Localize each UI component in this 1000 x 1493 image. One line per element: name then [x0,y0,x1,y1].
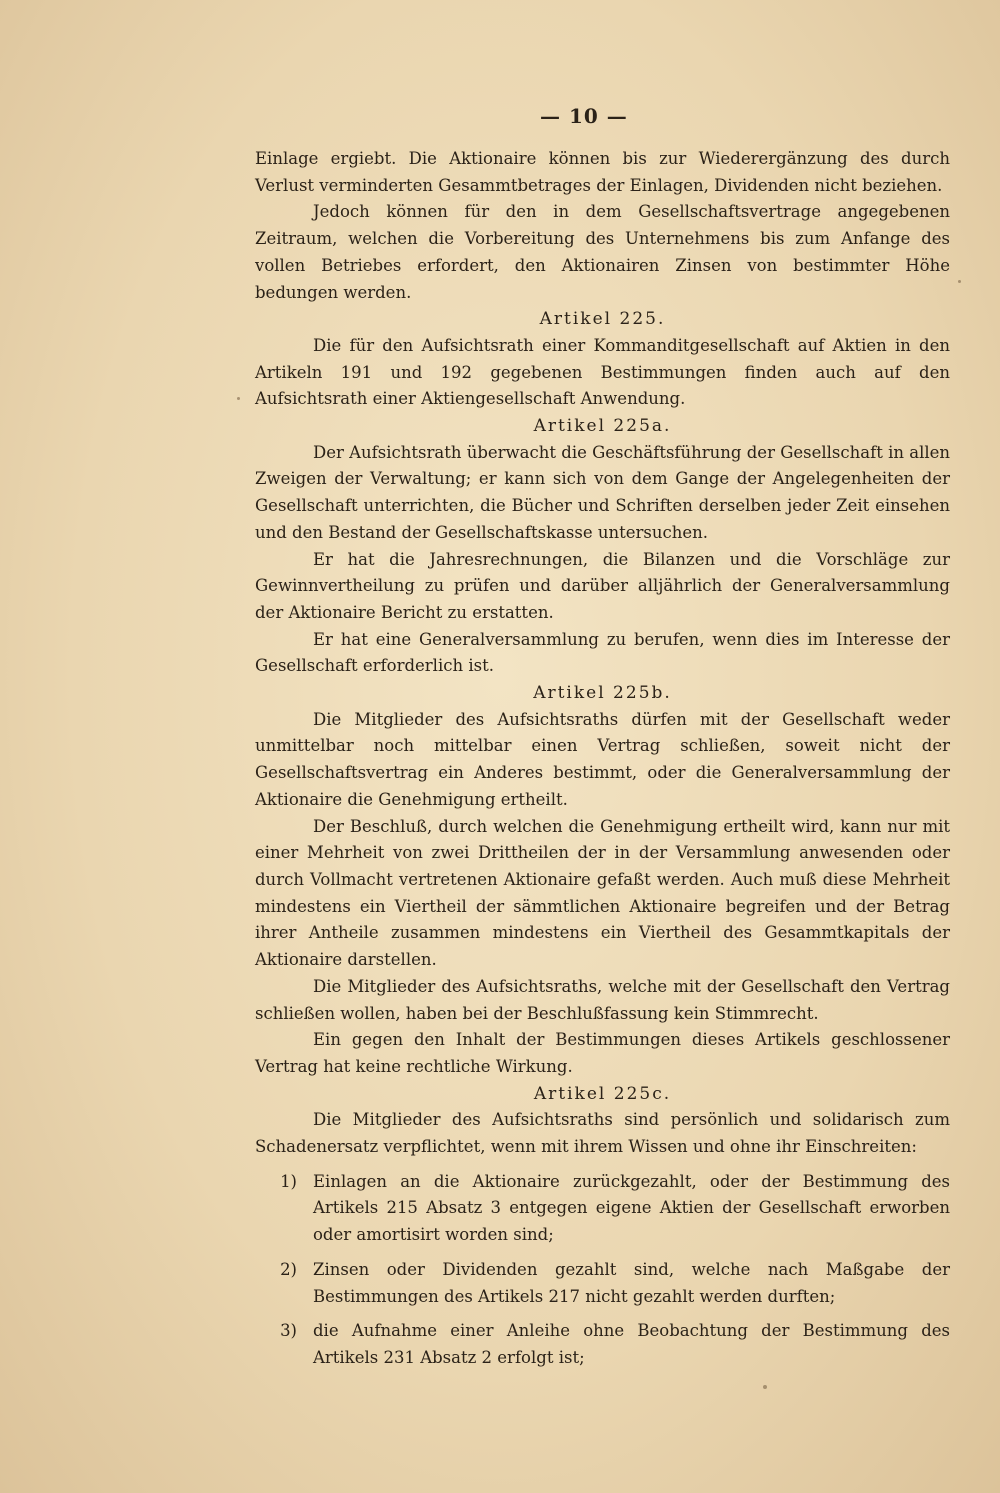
article-225b-heading: Artikel 225b. [533,683,672,704]
paper-speck [237,397,240,400]
article-225a-paragraph-1: Der Aufsichtsrath überwacht die Geschäftsführung der Gesellschaft in allen Zweigen der Verwaltung; er kann sich von dem Gange der Angelegenheiten der Gesellschaft unterrichten, die Bücher und Schriften derselben jeder Zeit einsehen und den Bestand der Gesellschaftskasse untersuchen. [255,442,951,542]
article-225c-heading: Artikel 225c. [533,1083,672,1104]
paper-speck [958,280,961,283]
article-225c-list [255,1169,950,1372]
article-225-heading: Artikel 225. [539,309,666,330]
list-item [255,1318,950,1371]
list-item [255,1169,950,1249]
page-number: — 10 — [540,104,628,128]
article-225b-paragraph-2: Der Beschluß, durch welchen die Genehmigung ertheilt wird, kann nur mit einer Mehrheit von zwei Drittheilen der in der Versammlung anwesenden oder durch Vollmacht vertretenen Aktionaire gefaßt werden. Auch muß diese Mehrheit mindestens ein Viertheil der sämmtlichen Aktionaire begreifen und der Betrag ihrer Antheile zusammen mindestens ein Viertheil des Gesammtkapitals der Aktionaire darstellen. [255,816,950,970]
article-225b-paragraph-3: Die Mitglieder des Aufsichtsraths, welche mit der Gesellschaft den Vertrag schließen wollen, haben bei der Beschlußfassung kein Stimmrecht. [255,976,950,1023]
list-item-number: 2) [280,1259,297,1279]
article-225a-paragraph-2: Er hat die Jahresrechnungen, die Bilanzen und die Vorschläge zur Gewinnvertheilung zu prüfen und darüber alljährlich der Generalversammlung der Aktionaire Bericht zu erstatten. [255,549,950,622]
list-item-text: die Aufnahme einer Anleihe ohne Beobachtung der Bestimmung des Artikels 231 Absatz 2 erfolgt ist; [313,1321,950,1367]
list-item-text: Zinsen oder Dividenden gezahlt sind, welche nach Maßgabe der Bestimmungen des Artikels 217 nicht gezahlt werden durften; [313,1259,950,1306]
page-body [255,146,950,1380]
article-225a-heading: Artikel 225a. [533,416,672,437]
paper-speck [763,1385,767,1389]
list-item-number: 3) [280,1321,297,1341]
article-225-paragraph-1: Die für den Aufsichtsrath einer Kommanditgesellschaft auf Aktien in den Artikeln 191 und 192 gegebenen Bestimmungen finden auch auf den Aufsichtsrath einer Aktiengesellschaft Anwendung. [255,335,950,409]
article-225a-paragraph-3: Er hat eine Generalversammlung zu berufen, wenn dies im Interesse der Gesellschaft erforderlich ist. [255,629,950,676]
article-225c-paragraph-1: Die Mitglieder des Aufsichtsraths sind persönlich und solidarisch zum Schadenersatz verpflichtet, wenn mit ihrem Wissen und ohne ihr Einschreiten: [255,1110,950,1157]
intro-paragraph-1: Einlage ergiebt. Die Aktionaire können bis zur Wiederergänzung des durch Verlust verminderten Gesammtbetrages der Einlagen, Dividenden nicht beziehen. [255,149,950,195]
article-225b-paragraph-1: Die Mitglieder des Aufsichtsraths dürfen mit der Gesellschaft weder unmittelbar noch mittelbar einen Vertrag schließen, soweit nicht der Gesellschaftsvertrag ein Anderes bestimmt, oder die Generalversammlung der Aktionaire die Genehmigung ertheilt. [255,709,950,809]
list-item-number: 1) [280,1171,297,1191]
list-item-text: Einlagen an die Aktionaire zurückgezahlt, oder der Bestimmung des Artikels 215 Absatz 3 entgegen eigene Aktien der Gesellschaft erworben oder amortisirt worden sind; [313,1171,950,1245]
article-225b-paragraph-4: Ein gegen den Inhalt der Bestimmungen dieses Artikels geschlossener Vertrag hat keine rechtliche Wirkung. [255,1030,950,1076]
intro-paragraph-2: Jedoch können für den in dem Gesellschaftsvertrage angegebenen Zeitraum, welchen die Vorbereitung des Unternehmens bis zum Anfange des vollen Betriebes erfordert, den Aktionairen Zinsen von bestimmter Höhe bedungen werden. [255,202,950,302]
list-item [255,1257,950,1310]
